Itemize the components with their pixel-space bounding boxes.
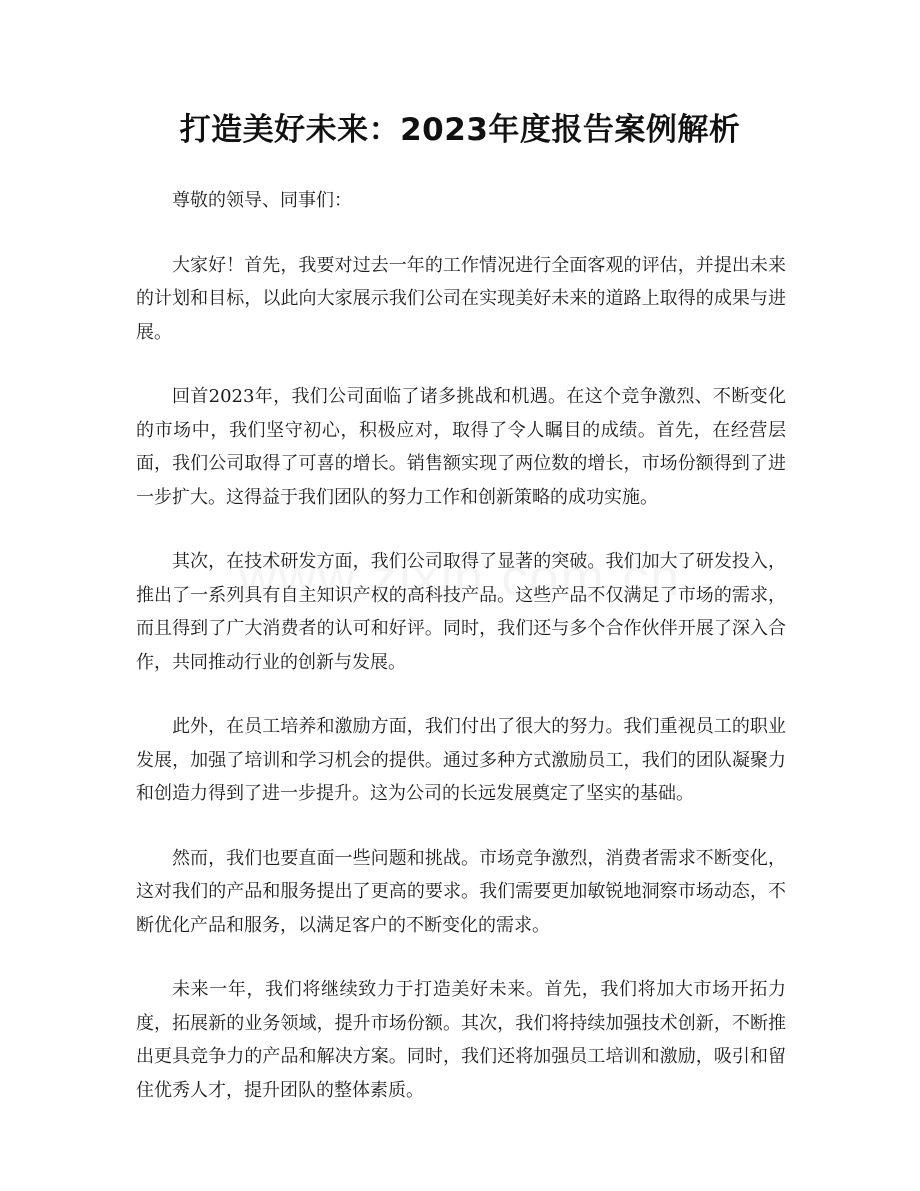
paragraph: 此外，在员工培养和激励方面，我们付出了很大的努力。我们重视员工的职业发展，加强了培训和学习机会的提供。通过多种方式激励员工，我们的团队凝聚力和创造力得到了进一步提升。这为公司的长远发展奠定了坚实的基础。: [136, 716, 786, 804]
paragraph: 大家好！首先，我要对过去一年的工作情况进行全面客观的评估，并提出未来的计划和目标，以此向大家展示我们公司在实现美好未来的道路上取得的成果与进展。: [136, 254, 786, 343]
paragraph: 其次，在技术研发方面，我们公司取得了显著的突破。我们加大了研发投入，推出了一系列具有自主知识产权的高科技产品。这些产品不仅满足了市场的需求，而且得到了广大消费者的认可和好评。同时，我们还与多个合作伙伴开展了深入合作，共同推动行业的创新与发展。: [136, 551, 786, 673]
paragraph: 未来一年，我们将继续致力于打造美好未来。首先，我们将加大市场开拓力度，拓展新的业务领域，提升市场份额。其次，我们将持续加强技术创新，不断推出更具竞争力的产品和解决方案。同时，我们还将加强员工培训和激励，吸引和留住优秀人才，提升团队的整体素质。: [136, 979, 786, 1101]
document-body: [136, 184, 786, 1138]
paragraph: 然而，我们也要直面一些问题和挑战。市场竞争激烈，消费者需求不断变化，这对我们的产品和服务提出了更高的要求。我们需要更加敏锐地洞察市场动态，不断优化产品和服务，以满足客户的不断变化的需求。: [136, 847, 786, 936]
page-title: 打造美好未来：2023年度报告案例解析: [179, 112, 741, 148]
paragraph: 回首2023年，我们公司面临了诸多挑战和机遇。在这个竞争激烈、不断变化的市场中，我们坚守初心，积极应对，取得了令人瞩目的成绩。首先，在经营层面，我们公司取得了可喜的增长。销售额实现了两位数的增长，市场份额得到了进一步扩大。这得益于我们团队的努力工作和创新策略的成功实施。: [136, 386, 786, 508]
greeting: 尊敬的领导、同事们：: [172, 190, 352, 211]
